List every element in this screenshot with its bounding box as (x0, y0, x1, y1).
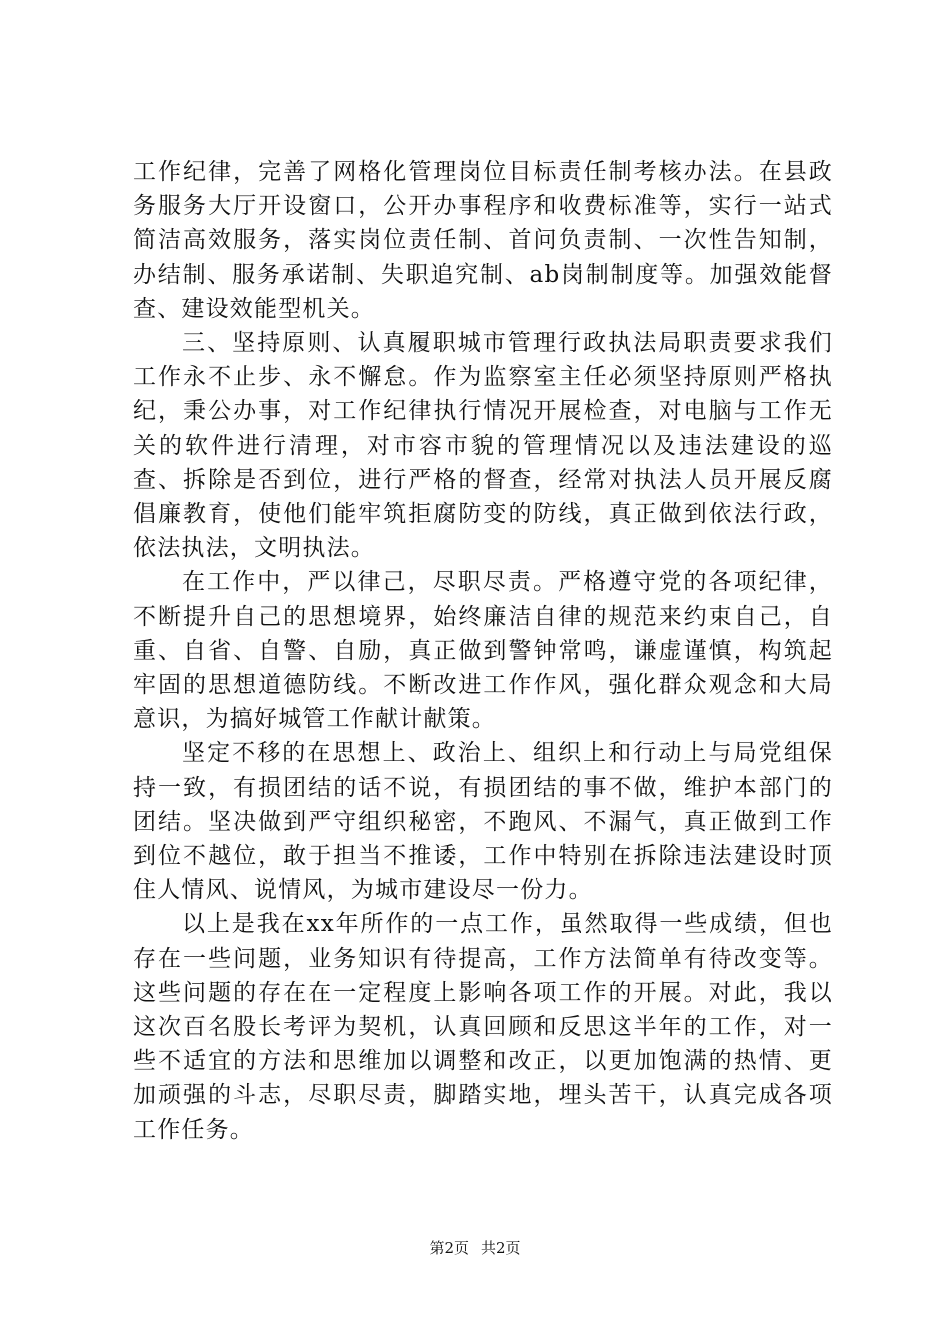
page-number-current: 第2页 (429, 1239, 469, 1257)
document-body (133, 155, 833, 1147)
paragraph-principles: 三、坚持原则、认真履职城市管理行政执法局职责要求我们工作永不止步、永不懈怠。作为监察室主任必须坚持原则严格执纪，秉公办事，对工作纪律执行情况开展检查，对电脑与工作无关的软件进行清理，对市容市貌的管理情况以及违法建设的巡查、拆除是否到位，进行严格的督查，经常对执法人员开展反腐倡廉教育，使他们能牢筑拒腐防变的防线，真正做到依法行政，依法执法，文明执法。 (133, 330, 833, 562)
page-footer (0, 1238, 950, 1258)
page-number-total: 共2页 (481, 1239, 521, 1257)
paragraph-self-discipline: 在工作中，严以律己，尽职尽责。严格遵守党的各项纪律，不断提升自己的思想境界，始终廉洁自律的规范来约束自己，自重、自省、自警、自励，真正做到警钟常鸣，谦虚谨慎，构筑起牢固的思想道德防线。不断改进工作作风，强化群众观念和大局意识，为搞好城管工作献计献策。 (133, 569, 833, 733)
paragraph-work-discipline: 工作纪律，完善了网格化管理岗位目标责任制考核办法。在县政务服务大厅开设窗口，公开办事程序和收费标准等，实行一站式简洁高效服务，落实岗位责任制、首问负责制、一次性告知制，办结制、服务承诺制、失职追究制、ab岗制制度等。加强效能督查、建设效能型机关。 (133, 159, 833, 322)
paragraph-summary: 以上是我在xx年所作的一点工作，虽然取得一些成绩，但也存在一些问题，业务知识有待提高，工作方法简单有待改变等。这些问题的存在在一定程度上影响各项工作的开展。对此，我以这次百名股长考评为契机，认真回顾和反思这半年的工作，对一些不适宜的方法和思维加以调整和改正，以更加饱满的热情、更加顽强的斗志，尽职尽责，脚踏实地，埋头苦干，认真完成各项工作任务。 (133, 911, 833, 1143)
paragraph-party-consistency: 坚定不移的在思想上、政治上、组织上和行动上与局党组保持一致，有损团结的话不说，有损团结的事不做，维护本部门的团结。坚决做到严守组织秘密，不跑风、不漏气，真正做到工作到位不越位，敢于担当不推诿，工作中特别在拆除违法建设时顶住人情风、说情风，为城市建设尽一份力。 (133, 740, 833, 904)
